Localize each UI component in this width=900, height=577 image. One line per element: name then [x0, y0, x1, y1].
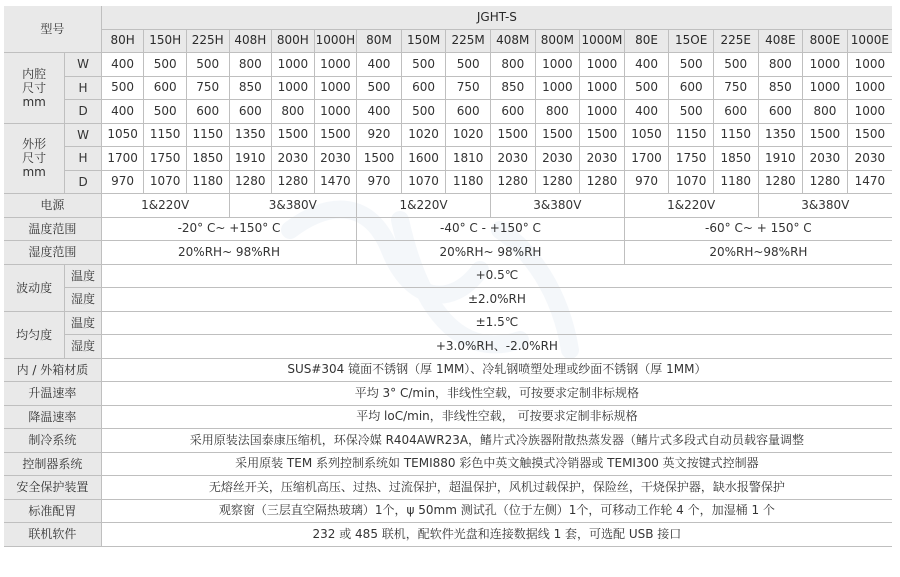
dimension-value: 1000: [580, 53, 625, 77]
dimension-value: 500: [669, 100, 714, 124]
dimension-value: 1500: [357, 147, 402, 171]
dimension-value: 400: [101, 53, 144, 77]
inner-size-row: [4, 53, 892, 77]
dimension-value: 2030: [580, 147, 625, 171]
dimension-value: 750: [446, 76, 491, 100]
dimension-label: D: [65, 100, 102, 124]
software-value: 232 或 485 联机，配软件光盘和连接数据线 1 套，可选配 USB 接口: [101, 523, 892, 547]
dimension-label: W: [65, 53, 102, 77]
dimension-value: 400: [624, 53, 669, 77]
dimension-value: 1150: [186, 123, 229, 147]
dimension-value: 1470: [847, 170, 892, 194]
humid-range-value: 20%RH~98%RH: [624, 241, 892, 265]
model-cell: 1000M: [580, 29, 625, 53]
dimension-value: 1500: [580, 123, 625, 147]
dimension-label: H: [65, 147, 102, 171]
model-label: 型号: [4, 6, 101, 53]
fluctuation-humid-value: ±2.0%RH: [101, 288, 892, 312]
standard-config-row: [4, 499, 892, 523]
refrigeration-label: 制冷系统: [4, 429, 101, 453]
dimension-value: 2030: [803, 147, 848, 171]
cool-rate-label: 降温速率: [4, 405, 101, 429]
model-cell: 408H: [229, 29, 272, 53]
dimension-value: 1850: [713, 147, 758, 171]
dimension-value: 1700: [101, 147, 144, 171]
dimension-value: 800: [758, 53, 803, 77]
model-cell: 225E: [713, 29, 758, 53]
dimension-value: 600: [186, 100, 229, 124]
dimension-value: 600: [758, 100, 803, 124]
uniformity-temp-row: [4, 311, 892, 335]
software-row: [4, 523, 892, 547]
temp-range-value: -20° C~ +150° C: [101, 217, 356, 241]
dimension-value: 800: [490, 53, 535, 77]
dimension-value: 600: [401, 76, 446, 100]
dimension-value: 2030: [535, 147, 580, 171]
dimension-value: 750: [713, 76, 758, 100]
dimension-value: 1000: [314, 53, 357, 77]
dimension-value: 600: [144, 76, 187, 100]
model-cell: 150M: [401, 29, 446, 53]
dimension-value: 1700: [624, 147, 669, 171]
spec-table: [4, 6, 892, 547]
heat-rate-label: 升温速率: [4, 382, 101, 406]
dimension-value: 500: [101, 76, 144, 100]
dimension-value: 600: [713, 100, 758, 124]
outer-size-label: 外形 尺寸 mm: [4, 123, 65, 194]
humid-range-value: 20%RH~ 98%RH: [357, 241, 625, 265]
dimension-value: 500: [446, 53, 491, 77]
dimension-value: 1500: [314, 123, 357, 147]
dimension-value: 1280: [272, 170, 315, 194]
dimension-value: 1470: [314, 170, 357, 194]
model-cell: 1000E: [847, 29, 892, 53]
dimension-value: 1810: [446, 147, 491, 171]
dimension-value: 2030: [314, 147, 357, 171]
software-label: 联机软件: [4, 523, 101, 547]
dimension-value: 800: [535, 100, 580, 124]
dimension-value: 2030: [272, 147, 315, 171]
dimension-value: 400: [357, 100, 402, 124]
dimension-value: 1910: [758, 147, 803, 171]
standard-config-value: 观察窗（三层直空隔热玻璃）1个，ψ 50mm 测试孔（位于左侧）1个，可移动工作轮 4 个，加湿桶 1 个: [101, 499, 892, 523]
dimension-value: 500: [144, 100, 187, 124]
dimension-value: 500: [401, 100, 446, 124]
dimension-value: 1350: [758, 123, 803, 147]
uniformity-humid-label: 湿度: [65, 335, 102, 359]
fluctuation-humid-row: [4, 288, 892, 312]
dimension-value: 800: [803, 100, 848, 124]
dimension-value: 1280: [758, 170, 803, 194]
dimension-value: 1000: [803, 53, 848, 77]
dimension-value: 1000: [847, 76, 892, 100]
dimension-value: 1150: [713, 123, 758, 147]
humid-range-row: [4, 241, 892, 265]
dimension-value: 1500: [803, 123, 848, 147]
uniformity-temp-label: 温度: [65, 311, 102, 335]
dimension-value: 2030: [490, 147, 535, 171]
material-label: 内 / 外箱材质: [4, 358, 101, 382]
dimension-value: 2030: [847, 147, 892, 171]
dimension-value: 1000: [803, 76, 848, 100]
cool-rate-value: 平均 loC/min，非线性空载， 可按要求定制非标规格: [101, 405, 892, 429]
dimension-value: 1000: [272, 53, 315, 77]
dimension-value: 1000: [535, 76, 580, 100]
dimension-value: 1180: [713, 170, 758, 194]
dimension-value: 1750: [669, 147, 714, 171]
safety-label: 安全保护装置: [4, 476, 101, 500]
dimension-value: 500: [713, 53, 758, 77]
model-cell: 150H: [144, 29, 187, 53]
dimension-value: 1050: [624, 123, 669, 147]
dimension-value: 1280: [535, 170, 580, 194]
series-name: JGHT-S: [101, 6, 892, 29]
dimension-value: 1000: [847, 53, 892, 77]
power-value: 3&380V: [758, 194, 892, 218]
dimension-value: 970: [624, 170, 669, 194]
temp-range-value: -60° C~ + 150° C: [624, 217, 892, 241]
power-value: 1&220V: [357, 194, 491, 218]
dimension-value: 1000: [580, 100, 625, 124]
dimension-value: 1000: [847, 100, 892, 124]
dimension-value: 920: [357, 123, 402, 147]
dimension-value: 1910: [229, 147, 272, 171]
heat-rate-value: 平均 3° C/min，非线性空载，可按要求定制非标规格: [101, 382, 892, 406]
dimension-label: H: [65, 76, 102, 100]
model-cell: 408M: [490, 29, 535, 53]
temp-range-label: 温度范围: [4, 217, 101, 241]
dimension-value: 1070: [401, 170, 446, 194]
dimension-value: 400: [624, 100, 669, 124]
dimension-value: 1070: [144, 170, 187, 194]
model-cell: 80E: [624, 29, 669, 53]
outer-size-row: [4, 170, 892, 194]
dimension-value: 500: [401, 53, 446, 77]
dimension-value: 850: [490, 76, 535, 100]
standard-config-label: 标准配胃: [4, 499, 101, 523]
header-row: [4, 6, 892, 29]
dimension-label: W: [65, 123, 102, 147]
dimension-value: 1500: [272, 123, 315, 147]
dimension-value: 800: [272, 100, 315, 124]
outer-size-row: [4, 123, 892, 147]
dimension-value: 1750: [144, 147, 187, 171]
dimension-value: 500: [624, 76, 669, 100]
dimension-value: 400: [357, 53, 402, 77]
dimension-value: 600: [669, 76, 714, 100]
model-cell: 800H: [272, 29, 315, 53]
dimension-value: 970: [101, 170, 144, 194]
humid-range-label: 湿度范围: [4, 241, 101, 265]
dimension-value: 1000: [535, 53, 580, 77]
dimension-value: 1850: [186, 147, 229, 171]
dimension-value: 500: [669, 53, 714, 77]
dimension-value: 1020: [446, 123, 491, 147]
controller-label: 控制器系统: [4, 452, 101, 476]
fluctuation-temp-value: +0.5℃: [101, 264, 892, 288]
dimension-value: 1150: [669, 123, 714, 147]
dimension-value: 1280: [803, 170, 848, 194]
fluctuation-temp-label: 温度: [65, 264, 102, 288]
dimension-value: 1280: [229, 170, 272, 194]
material-value: SUS#304 镜面不锈钢（厚 1MM）、冷轧钢喷塑处理或纱面不锈钢（厚 1MM）: [101, 358, 892, 382]
dimension-value: 800: [229, 53, 272, 77]
power-value: 1&220V: [101, 194, 229, 218]
dimension-value: 1350: [229, 123, 272, 147]
power-label: 电源: [4, 194, 101, 218]
dimension-value: 600: [490, 100, 535, 124]
power-value: 3&380V: [490, 194, 624, 218]
dimension-value: 1000: [580, 76, 625, 100]
dimension-value: 1070: [669, 170, 714, 194]
dimension-value: 1150: [144, 123, 187, 147]
dimension-label: D: [65, 170, 102, 194]
uniformity-humid-value: +3.0%RH、-2.0%RH: [101, 335, 892, 359]
dimension-value: 1500: [847, 123, 892, 147]
temp-range-row: [4, 217, 892, 241]
power-row: [4, 194, 892, 218]
heat-rate-row: [4, 382, 892, 406]
model-cell: 800E: [803, 29, 848, 53]
dimension-value: 500: [186, 53, 229, 77]
dimension-value: 1180: [446, 170, 491, 194]
dimension-value: 850: [758, 76, 803, 100]
dimension-value: 400: [101, 100, 144, 124]
controller-row: [4, 452, 892, 476]
uniformity-humid-row: [4, 335, 892, 359]
dimension-value: 1020: [401, 123, 446, 147]
cool-rate-row: [4, 405, 892, 429]
refrigeration-row: [4, 429, 892, 453]
dimension-value: 850: [229, 76, 272, 100]
dimension-value: 1500: [535, 123, 580, 147]
dimension-value: 1000: [314, 100, 357, 124]
model-cell: 408E: [758, 29, 803, 53]
refrigeration-value: 采用原装法国泰康压缩机，环保冷媒 R404AWR23A，鳍片式冷族器附散热蒸发器（鳍片式多段式自动员载容量调整: [101, 429, 892, 453]
outer-size-row: [4, 147, 892, 171]
fluctuation-humid-label: 湿度: [65, 288, 102, 312]
humid-range-value: 20%RH~ 98%RH: [101, 241, 356, 265]
inner-size-row: [4, 100, 892, 124]
uniformity-temp-value: ±1.5℃: [101, 311, 892, 335]
inner-size-row: [4, 76, 892, 100]
fluctuation-label: 波动度: [4, 264, 65, 311]
dimension-value: 500: [357, 76, 402, 100]
safety-value: 无熔丝开关，压缩机高压、过热、过流保护，超温保护，风机过载保护，保险丝，干烧保护器，缺水报警保护: [101, 476, 892, 500]
safety-row: [4, 476, 892, 500]
dimension-value: 600: [229, 100, 272, 124]
dimension-value: 1000: [272, 76, 315, 100]
model-cell: 225M: [446, 29, 491, 53]
model-cell: 80M: [357, 29, 402, 53]
model-cell: 800M: [535, 29, 580, 53]
dimension-value: 1500: [490, 123, 535, 147]
fluctuation-temp-row: [4, 264, 892, 288]
power-value: 3&380V: [229, 194, 357, 218]
dimension-value: 970: [357, 170, 402, 194]
dimension-value: 500: [144, 53, 187, 77]
model-cell: 225H: [186, 29, 229, 53]
dimension-value: 1050: [101, 123, 144, 147]
dimension-value: 600: [446, 100, 491, 124]
dimension-value: 1180: [186, 170, 229, 194]
dimension-value: 1000: [314, 76, 357, 100]
material-row: [4, 358, 892, 382]
uniformity-label: 均匀度: [4, 311, 65, 358]
inner-size-label: 内腔 尺寸 mm: [4, 53, 65, 124]
dimension-value: 1280: [490, 170, 535, 194]
model-cell: 1000H: [314, 29, 357, 53]
model-cell: 15OE: [669, 29, 714, 53]
controller-value: 采用原装 TEM 系列控制系统如 TEMI880 彩色中英文触摸式冷销器或 TEMI300 英文按键式控制器: [101, 452, 892, 476]
dimension-value: 1600: [401, 147, 446, 171]
temp-range-value: -40° C - +150° C: [357, 217, 625, 241]
dimension-value: 750: [186, 76, 229, 100]
model-row: [4, 29, 892, 53]
power-value: 1&220V: [624, 194, 758, 218]
model-cell: 80H: [101, 29, 144, 53]
dimension-value: 1280: [580, 170, 625, 194]
